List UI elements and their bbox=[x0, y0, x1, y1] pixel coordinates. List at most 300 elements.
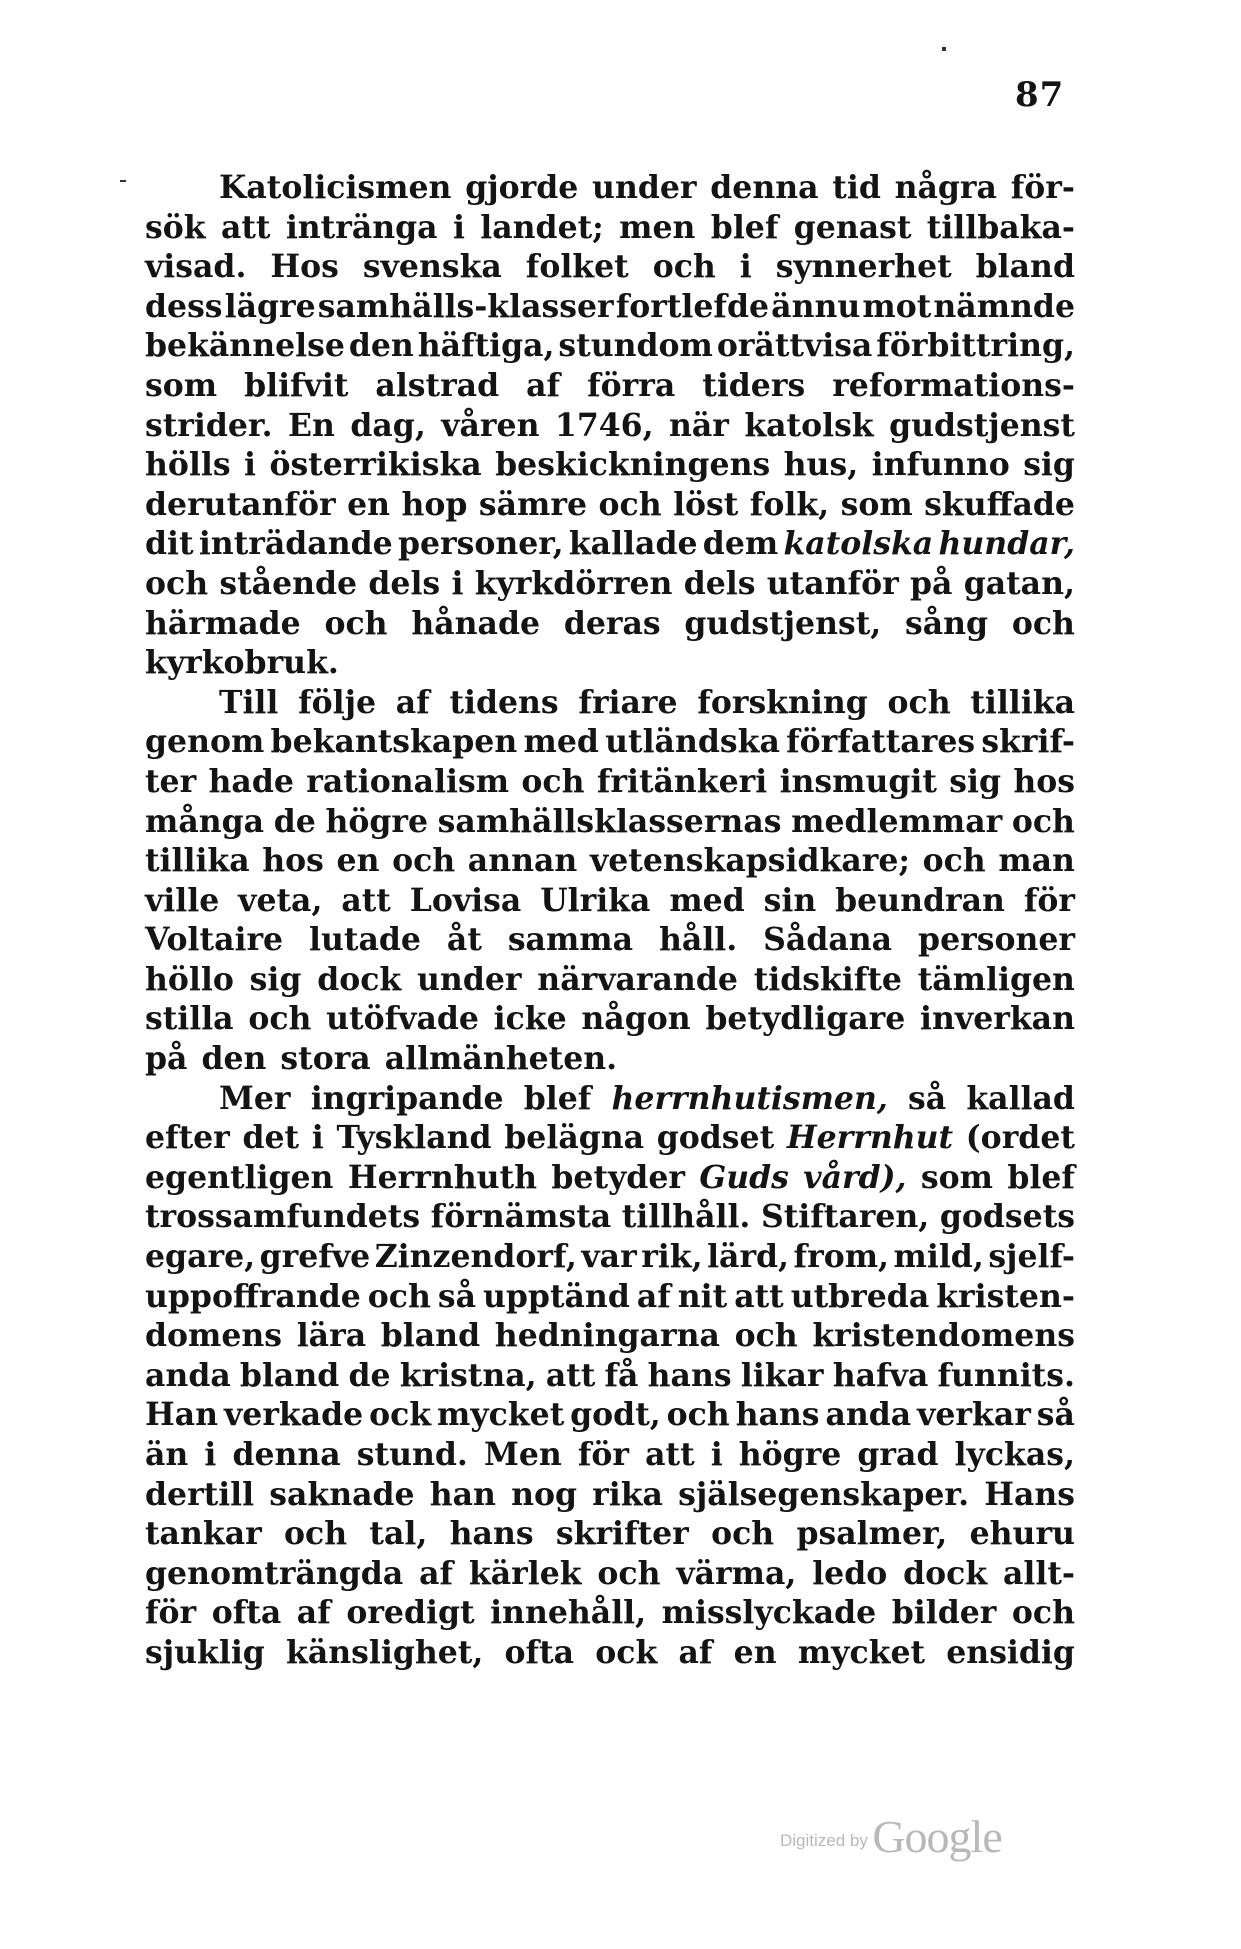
word: veta, bbox=[238, 881, 323, 919]
word: katolsk bbox=[744, 406, 874, 444]
word: tankar bbox=[145, 1515, 262, 1553]
word: med bbox=[669, 881, 745, 919]
word: hop bbox=[401, 485, 468, 523]
word: åt bbox=[446, 921, 482, 959]
word: ter bbox=[145, 762, 197, 800]
text-line bbox=[145, 445, 1075, 485]
text-line bbox=[145, 722, 1075, 762]
word: belägna bbox=[504, 1119, 645, 1157]
text-line bbox=[145, 762, 1075, 802]
word: kärlek bbox=[468, 1554, 582, 1592]
word: fortlefde bbox=[615, 287, 770, 325]
text-line bbox=[145, 1633, 1075, 1673]
word: katolska bbox=[783, 525, 934, 563]
word: godset bbox=[656, 1119, 775, 1157]
word: som bbox=[840, 485, 913, 523]
word: dels bbox=[368, 564, 441, 602]
word: och bbox=[598, 485, 662, 523]
word: och bbox=[145, 564, 209, 602]
word: Tyskland bbox=[336, 1119, 492, 1157]
word: utländska bbox=[605, 723, 780, 761]
word: och bbox=[922, 842, 986, 880]
word: bland bbox=[380, 1317, 481, 1355]
word: sök bbox=[145, 208, 206, 246]
text-line bbox=[145, 604, 1075, 644]
word: ledo bbox=[812, 1554, 888, 1592]
word: nämnde bbox=[933, 287, 1075, 325]
word: friare bbox=[578, 683, 678, 721]
word: kallad bbox=[966, 1079, 1075, 1117]
word: derutanför bbox=[145, 485, 336, 523]
word: funnits. bbox=[937, 1356, 1075, 1394]
word: stilla bbox=[145, 1000, 234, 1038]
word: uppoffrande bbox=[145, 1277, 361, 1315]
word: förnämsta bbox=[430, 1198, 612, 1236]
word: stundom bbox=[558, 327, 713, 365]
word: och bbox=[248, 1000, 312, 1038]
word: anda bbox=[825, 1396, 912, 1434]
word: dess bbox=[145, 287, 223, 325]
word: folket bbox=[525, 248, 629, 286]
word: stående bbox=[219, 564, 358, 602]
word: några bbox=[894, 169, 997, 206]
word: bekännelse bbox=[145, 327, 345, 365]
text-line bbox=[145, 1593, 1075, 1633]
word: nit bbox=[677, 1277, 728, 1315]
word: sig bbox=[1023, 446, 1075, 484]
word: godt, bbox=[570, 1396, 661, 1434]
word: rik, bbox=[641, 1238, 703, 1276]
word: bilder bbox=[891, 1594, 997, 1632]
word: höllo bbox=[145, 960, 234, 998]
word: som bbox=[145, 366, 218, 404]
text-line bbox=[145, 841, 1075, 881]
word: löst bbox=[673, 485, 739, 523]
word: en bbox=[733, 1633, 777, 1671]
body-text bbox=[145, 168, 1075, 1673]
word: sig bbox=[949, 762, 1002, 800]
word: så bbox=[1036, 1396, 1075, 1434]
text-line bbox=[145, 1554, 1075, 1594]
word: blef bbox=[1007, 1158, 1075, 1196]
word: som bbox=[920, 1158, 993, 1196]
word: infunno bbox=[871, 446, 1010, 484]
word: blef bbox=[710, 208, 779, 246]
word: den bbox=[348, 327, 414, 365]
word: hafva bbox=[832, 1356, 929, 1394]
word: tidens bbox=[449, 683, 559, 721]
word: för bbox=[1023, 881, 1075, 919]
word: och bbox=[666, 1396, 730, 1434]
word: allmänheten. bbox=[384, 1040, 618, 1078]
word: grad bbox=[857, 1436, 939, 1473]
word: kristendomens bbox=[812, 1317, 1075, 1355]
word: tid bbox=[832, 169, 881, 206]
word: dock bbox=[903, 1554, 988, 1592]
word: personer, bbox=[397, 525, 564, 563]
word: och bbox=[284, 1515, 348, 1553]
word: efter bbox=[145, 1119, 230, 1157]
word: Till bbox=[219, 683, 279, 721]
word: samhälls-klasser bbox=[317, 287, 614, 325]
word: Herrnhuth bbox=[347, 1158, 537, 1196]
watermark-brand: Google bbox=[872, 1811, 1002, 1862]
text-line bbox=[145, 683, 1075, 723]
word: att bbox=[341, 881, 391, 919]
word: så bbox=[908, 1079, 947, 1117]
word: verkade bbox=[223, 1396, 364, 1434]
word: orättvisa bbox=[716, 327, 873, 365]
text-line bbox=[145, 1435, 1075, 1475]
word: ock bbox=[595, 1633, 658, 1671]
word: fritänkeri bbox=[596, 762, 768, 800]
word: på bbox=[909, 564, 953, 602]
word: nog bbox=[511, 1475, 578, 1513]
word: ingripande bbox=[310, 1079, 504, 1117]
word: så bbox=[437, 1277, 477, 1315]
text-line bbox=[145, 287, 1075, 327]
word: visad. bbox=[145, 248, 247, 286]
word: mild, bbox=[893, 1238, 984, 1276]
word: närvarande bbox=[537, 960, 738, 998]
word: själsegenskaper. bbox=[678, 1475, 970, 1513]
word: för- bbox=[1010, 169, 1075, 206]
word: det bbox=[242, 1119, 300, 1157]
word: folk, bbox=[749, 485, 830, 523]
word: af bbox=[526, 366, 561, 404]
word: gjorde bbox=[465, 169, 579, 206]
word: annan bbox=[467, 842, 578, 880]
word: egentligen bbox=[145, 1158, 334, 1196]
word: psalmer, bbox=[796, 1515, 948, 1553]
word: en bbox=[347, 485, 391, 523]
text-line bbox=[145, 960, 1075, 1000]
word: i bbox=[204, 1436, 217, 1473]
word: och bbox=[1011, 802, 1075, 840]
word: af bbox=[419, 1554, 454, 1592]
word: upptänd bbox=[483, 1277, 630, 1315]
text-line bbox=[145, 1158, 1075, 1198]
text-line bbox=[145, 1079, 1075, 1119]
word: hölls bbox=[145, 446, 231, 484]
word: under bbox=[417, 960, 522, 998]
word: skrif- bbox=[981, 723, 1075, 761]
text-line bbox=[145, 366, 1075, 406]
word: och bbox=[734, 1317, 798, 1355]
word: trossamfundets bbox=[145, 1198, 421, 1236]
text-line bbox=[145, 524, 1075, 564]
word: var bbox=[581, 1238, 637, 1276]
word: betyder bbox=[551, 1158, 685, 1196]
word: ännu bbox=[771, 287, 861, 325]
word: dertill bbox=[145, 1475, 255, 1513]
word: anda bbox=[145, 1356, 231, 1394]
word: ensidig bbox=[946, 1633, 1075, 1671]
word: under bbox=[592, 169, 697, 206]
word: han bbox=[429, 1475, 496, 1513]
word: författares bbox=[786, 723, 976, 761]
word: deras bbox=[563, 604, 661, 642]
word: och bbox=[521, 762, 585, 800]
word: verkar bbox=[917, 1396, 1031, 1434]
word: hans bbox=[735, 1396, 820, 1434]
word: i bbox=[244, 446, 256, 484]
word: Zinzendorf, bbox=[374, 1238, 577, 1276]
page-number: 87 bbox=[1015, 75, 1065, 115]
word: rationalism bbox=[306, 762, 510, 800]
word: af bbox=[636, 1277, 671, 1315]
word: när bbox=[668, 406, 729, 444]
word: i bbox=[452, 208, 465, 246]
word: gudstjenst, bbox=[684, 604, 882, 642]
word: skuffade bbox=[924, 485, 1075, 523]
word: utanför bbox=[766, 564, 899, 602]
word: våren bbox=[441, 406, 540, 444]
word: genast bbox=[793, 208, 912, 246]
word: gatan, bbox=[963, 564, 1075, 602]
word: from, bbox=[793, 1238, 890, 1276]
text-line bbox=[145, 881, 1075, 921]
word: och bbox=[324, 604, 388, 642]
word: hans bbox=[647, 1356, 732, 1394]
text-line bbox=[145, 247, 1075, 287]
word: hedningarna bbox=[494, 1317, 720, 1355]
word: innehåll, bbox=[490, 1594, 647, 1632]
text-line bbox=[145, 999, 1075, 1039]
word: blifvit bbox=[244, 366, 349, 404]
word: personer bbox=[918, 921, 1075, 959]
text-line bbox=[145, 1356, 1075, 1396]
text-line bbox=[145, 208, 1075, 248]
text-line bbox=[145, 564, 1075, 604]
word: ock bbox=[369, 1396, 432, 1434]
word: hus, bbox=[783, 446, 859, 484]
word: herrnhutismen, bbox=[611, 1079, 888, 1117]
word: skrifter bbox=[555, 1515, 689, 1553]
word: man bbox=[998, 842, 1075, 880]
word: ville bbox=[145, 881, 220, 919]
word: förra bbox=[587, 366, 676, 404]
word: häftiga, bbox=[417, 327, 555, 365]
word: hundar, bbox=[938, 525, 1075, 563]
text-line bbox=[145, 643, 1075, 683]
word: betydligare bbox=[705, 1000, 906, 1038]
word: icke bbox=[493, 1000, 567, 1038]
word: saknade bbox=[269, 1475, 415, 1513]
word: samma bbox=[507, 921, 634, 959]
word: (ordet bbox=[965, 1119, 1075, 1157]
word: Han bbox=[145, 1396, 219, 1434]
word: Men bbox=[483, 1436, 562, 1473]
text-line bbox=[145, 1197, 1075, 1237]
word: tal, bbox=[369, 1515, 428, 1553]
word: ehuru bbox=[969, 1515, 1075, 1553]
word: och bbox=[711, 1515, 775, 1553]
word: genom bbox=[145, 723, 265, 761]
word: dels bbox=[683, 564, 756, 602]
word: alstrad bbox=[375, 366, 500, 404]
word: någon bbox=[581, 1000, 691, 1038]
word: stora bbox=[280, 1040, 371, 1078]
text-line bbox=[145, 1316, 1075, 1356]
word: värma, bbox=[676, 1554, 797, 1592]
word: synnerhet bbox=[775, 248, 952, 286]
word: intränga bbox=[285, 208, 438, 246]
word: i bbox=[451, 564, 464, 602]
word: Voltaire bbox=[145, 921, 284, 959]
word: utbreda bbox=[790, 1277, 930, 1315]
word: beundran bbox=[835, 881, 1005, 919]
word: kyrkobruk. bbox=[145, 644, 339, 682]
word: dit bbox=[145, 525, 194, 563]
text-line bbox=[145, 1514, 1075, 1554]
word: utöfvade bbox=[326, 1000, 479, 1038]
word: af bbox=[395, 683, 430, 721]
word: de bbox=[348, 1356, 391, 1394]
word: och bbox=[652, 248, 716, 286]
word: och bbox=[392, 842, 456, 880]
word: i bbox=[739, 248, 752, 286]
word: inträdande bbox=[198, 525, 393, 563]
word: tämligen bbox=[917, 960, 1075, 998]
word: och bbox=[887, 683, 951, 721]
word: reformations- bbox=[832, 366, 1075, 404]
word: dock bbox=[317, 960, 402, 998]
stray-mark bbox=[942, 47, 946, 51]
word: blef bbox=[523, 1079, 592, 1117]
word: i bbox=[710, 1436, 723, 1473]
word: härmade bbox=[145, 604, 301, 642]
word: Mer bbox=[219, 1079, 291, 1117]
text-line bbox=[145, 168, 1075, 208]
word: den bbox=[201, 1040, 267, 1078]
text-line bbox=[145, 1118, 1075, 1158]
word: sin bbox=[763, 881, 817, 919]
word: inverkan bbox=[920, 1000, 1075, 1038]
word: tillika bbox=[970, 683, 1075, 721]
word: att bbox=[645, 1436, 695, 1473]
word: Ulrika bbox=[540, 881, 651, 919]
word: dem bbox=[702, 525, 779, 563]
word: på bbox=[145, 1040, 188, 1078]
word: sämre bbox=[478, 485, 588, 523]
word: sig bbox=[249, 960, 302, 998]
word: österrikiska bbox=[269, 446, 482, 484]
word: tillbaka- bbox=[926, 208, 1075, 246]
word: i bbox=[311, 1119, 324, 1157]
word: af bbox=[296, 1594, 331, 1632]
word: domens bbox=[145, 1317, 283, 1355]
word: få bbox=[604, 1356, 639, 1394]
word: forskning bbox=[697, 683, 868, 721]
word: lyckas, bbox=[954, 1436, 1075, 1473]
word: hos bbox=[262, 842, 324, 880]
word: Hans bbox=[984, 1475, 1075, 1513]
word: vetenskapsidkare; bbox=[589, 842, 910, 880]
word: håll. bbox=[659, 921, 738, 959]
text-line bbox=[145, 485, 1075, 525]
word: Stiftaren, bbox=[760, 1198, 930, 1236]
word: hos bbox=[1013, 762, 1075, 800]
word: lutade bbox=[309, 921, 421, 959]
word: hade bbox=[208, 762, 294, 800]
word: att bbox=[220, 208, 271, 246]
word: men bbox=[619, 208, 696, 246]
word: att bbox=[734, 1277, 784, 1315]
word: stund. bbox=[356, 1436, 468, 1473]
word: bekantskapen bbox=[270, 723, 518, 761]
word: genomträngda bbox=[145, 1554, 404, 1592]
word: grefve bbox=[259, 1238, 371, 1276]
word: de bbox=[273, 802, 316, 840]
text-line bbox=[145, 1039, 1075, 1079]
word: vård), bbox=[803, 1158, 907, 1196]
word: af bbox=[678, 1633, 713, 1671]
word: En bbox=[288, 406, 335, 444]
word: följe bbox=[298, 683, 377, 721]
word: sjelf- bbox=[988, 1238, 1075, 1276]
word: denna bbox=[232, 1436, 341, 1473]
word: rika bbox=[592, 1475, 663, 1513]
watermark-prefix: Digitized by bbox=[780, 1831, 868, 1850]
word: kristen- bbox=[936, 1277, 1075, 1315]
text-line bbox=[145, 802, 1075, 842]
text-line bbox=[145, 1395, 1075, 1435]
word: likar bbox=[740, 1356, 824, 1394]
word: bland bbox=[975, 248, 1075, 286]
word: många bbox=[145, 802, 265, 840]
word: dag, bbox=[350, 406, 426, 444]
word: än bbox=[145, 1436, 189, 1473]
word: landet; bbox=[480, 208, 604, 246]
word: för bbox=[577, 1436, 630, 1473]
word: hånade bbox=[411, 604, 541, 642]
text-line bbox=[145, 1475, 1075, 1515]
word: egare, bbox=[145, 1238, 256, 1276]
word: lärd, bbox=[707, 1238, 790, 1276]
word: tillhåll. bbox=[621, 1198, 751, 1236]
word: tiders bbox=[702, 366, 806, 404]
word: Guds bbox=[699, 1158, 789, 1196]
word: en bbox=[336, 842, 380, 880]
word: förbittring, bbox=[876, 327, 1075, 365]
word: för bbox=[145, 1594, 197, 1632]
word: lära bbox=[296, 1317, 367, 1355]
word: och bbox=[1011, 1594, 1075, 1632]
stray-mark bbox=[120, 180, 126, 182]
word: mycket bbox=[797, 1633, 926, 1671]
word: och bbox=[1011, 604, 1075, 642]
word: kyrkdörren bbox=[474, 564, 673, 602]
word: med bbox=[523, 723, 599, 761]
text-line bbox=[145, 326, 1075, 366]
word: gudstjenst bbox=[889, 406, 1075, 444]
word: ofta bbox=[504, 1633, 575, 1671]
word: bland bbox=[239, 1356, 340, 1394]
word: Herrnhut bbox=[786, 1119, 954, 1157]
word: sång bbox=[905, 604, 989, 642]
text-line bbox=[145, 1237, 1075, 1277]
word: samhällsklassernas bbox=[437, 802, 782, 840]
word: oredigt bbox=[346, 1594, 475, 1632]
word: Hos bbox=[270, 248, 339, 286]
word: högre bbox=[738, 1436, 842, 1473]
word: känslighet, bbox=[286, 1633, 484, 1671]
text-line bbox=[145, 406, 1075, 446]
word: 1746, bbox=[554, 406, 654, 444]
word: misslyckade bbox=[661, 1594, 877, 1632]
word: Lovisa bbox=[409, 881, 522, 919]
